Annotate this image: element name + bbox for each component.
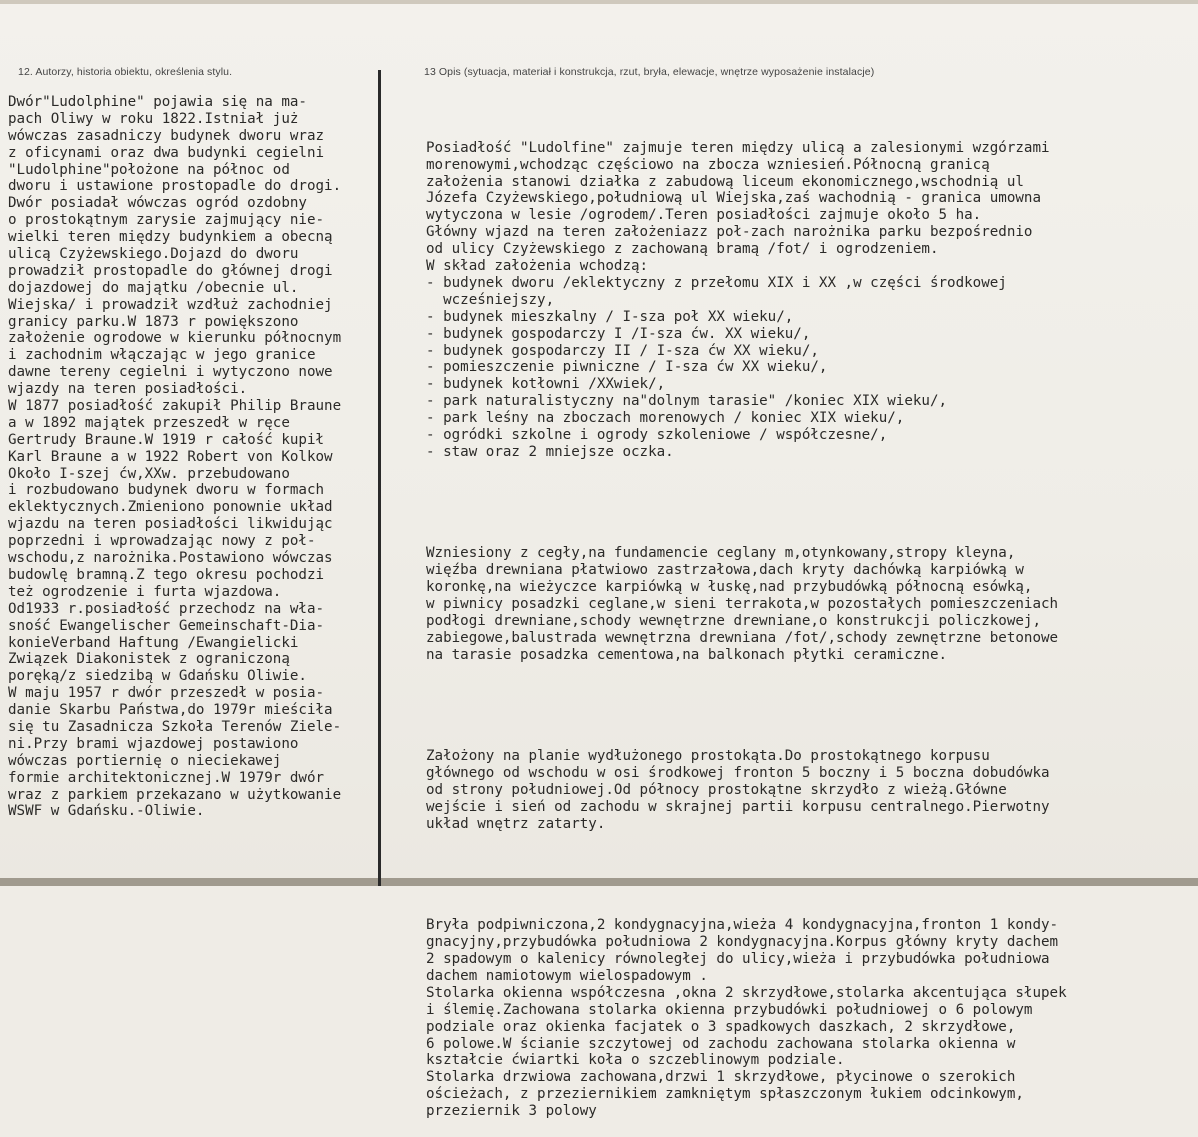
history-text-line: danie Skarbu Państwa,do 1979r mieściła: [8, 702, 333, 719]
description-text-line: 2 spadowym o kalenicy równoległej do ulicy,wieża i przybudówka południowa: [426, 951, 1050, 968]
history-text-line: prowadził prostopadle do głównej drogi: [8, 262, 333, 279]
history-text-line: wschodu,z narożnika.Postawiono wówczas: [8, 550, 333, 567]
materials-paragraph: [426, 545, 1186, 663]
description-text-line: w piwnicy posadzki ceglane,w sieni terrakota,w pozostałych pomieszczeniach: [426, 596, 1059, 613]
description-text-line: zabiegowe,balustrada wewnętrzna drewniana /fot/,schody zewnętrzne betonowe: [426, 629, 1059, 646]
history-text-line: się tu Zasadnicza Szkoła Terenów Ziele-: [8, 718, 342, 735]
description-text-line: na tarasie posadzka cementowa,na balkonach płytki ceramiczne.: [426, 646, 948, 663]
history-text-line: Od1933 r.posiadłość przechodz na wła-: [8, 600, 325, 617]
description-text-line: podłogi drewniane,schody wewnętrzne drewniane,o konstrukcji policzkowej,: [426, 612, 1041, 629]
history-text-line: wraz z parkiem przekazano w użytkowanie: [8, 786, 342, 803]
history-text-line: "Ludolphine"położone na północ od: [8, 161, 290, 178]
history-text-line: o prostokątnym zarysie zajmujący nie-: [8, 212, 325, 229]
history-text-column: [8, 94, 394, 820]
description-text-line: od ulicy Czyżewskiego z zachowaną bramą /fot/ i ogrodzeniem.: [426, 241, 939, 258]
description-text-line: koronkę,na wieżyczce karpiówką w łuskę,nad przybudówką północną esówką,: [426, 579, 1033, 596]
description-text-line: Główny wjazd na teren założeniazz poł-zach narożnika parku bezpośrednio: [426, 224, 1033, 241]
description-text-line: ościeżach, z przeziernikiem zamkniętym spłaszczonym łukiem odcinkowym,: [426, 1086, 1024, 1103]
section-12-header: 12. Autorzy, historia obiektu, określenia stylu.: [18, 66, 233, 78]
section-13-header: 13 Opis (sytuacja, materiał i konstrukcja, rzut, bryła, elewacje, wnętrze wyposażenie instalacje): [424, 66, 875, 78]
history-text-line: Gertrudy Braune.W 1919 r całość kupił: [8, 431, 325, 448]
history-text-line: wjazdu na teren posiadłości likwidując: [8, 516, 333, 533]
history-text-line: konieVerband Haftung /Ewangielicki: [8, 634, 299, 651]
description-text-line: - budynek dworu /eklektyczny z przełomu XIX i XX ,w części środkowej: [426, 274, 1007, 291]
history-text-line: granicy parku.W 1873 r powiększono: [8, 313, 299, 330]
history-text-line: ni.Przy brami wjazdowej postawiono: [8, 735, 299, 752]
history-text-line: założenie ogrodowe w kierunku północnym: [8, 330, 342, 347]
description-text-line: 6 polowe.W ścianie szczytowej od zachodu zachowana stolarka okienna w: [426, 1035, 1016, 1052]
history-text-line: Wiejska/ i prowadził wzdłuż zachodniej: [8, 296, 333, 313]
history-text-line: Dwór"Ludolphine" pojawia się na ma-: [8, 94, 307, 110]
description-text-line: wytyczona w lesie /ogrodem/.Teren posiadłości zajmuje około 5 ha.: [426, 207, 982, 224]
history-text-line: eklektycznych.Zmieniono ponownie układ: [8, 499, 333, 516]
top-page-edge: [0, 0, 1198, 4]
description-text-column: [426, 106, 1186, 1120]
history-text-line: dawne tereny cegielni i wytyczono nowe: [8, 364, 333, 381]
history-text-line: dworu i ustawione prostopadle do drogi.: [8, 178, 342, 195]
description-text-line: wcześniejszy,: [426, 291, 555, 308]
description-text-line: - park leśny na zboczach morenowych / koniec XIX wieku/,: [426, 410, 905, 427]
history-text-line: W maju 1957 r dwór przeszedł w posia-: [8, 685, 325, 702]
description-text-line: - budynek gospodarczy I /I-sza ćw. XX wieku/,: [426, 325, 811, 342]
history-text-line: wjazdy na teren posiadłości.: [8, 381, 248, 398]
description-text-line: - ogródki szkolne i ogrody szkoleniowe / współczesne/,: [426, 426, 888, 443]
history-text-line: poprzedni i wprowadzając nowy z poł-: [8, 533, 316, 550]
history-text-line: a w 1892 majątek przeszedł w ręce: [8, 414, 290, 431]
description-text-line: Posiadłość "Ludolfine" zajmuje teren między ulicą a zalesionymi wzgórzami: [426, 139, 1050, 156]
description-text-line: dachem namiotowym wielospadowym .: [426, 967, 708, 984]
history-text-line: wówczas zasadniczy budynek dworu wraz: [8, 127, 325, 144]
description-text-line: Stolarka drzwiowa zachowana,drzwi 1 skrzydłowe, płycinowe o szerokich: [426, 1069, 1016, 1086]
description-text-line: gnacyjny,przybudówka południowa 2 kondygnacyjna.Korpus główny kryty dachem: [426, 934, 1059, 951]
description-text-line: Bryła podpiwniczona,2 kondygnacyjna,wieża 4 kondygnacyjna,fronton 1 kondy-: [426, 917, 1059, 934]
description-text-line: Józefa Czyżewskiego,południową ul Wiejska,zaś wachodnią - granica umowna: [426, 190, 1041, 207]
description-text-line: głównego od wschodu w osi środkowej fronton 5 boczny i 5 boczna dobudówka: [426, 765, 1050, 782]
history-text-line: poręką/z siedzibą w Gdańsku Oliwie.: [8, 668, 307, 685]
history-text-line: WSWF w Gdańsku.-Oliwie.: [8, 803, 205, 820]
description-text-line: - budynek kotłowni /XXwiek/,: [426, 376, 666, 393]
description-text-line: - pomieszczenie piwniczne / I-sza ćw XX wieku/,: [426, 359, 828, 376]
description-text-line: - budynek gospodarczy II / I-sza ćw XX wieku/,: [426, 342, 819, 359]
description-text-line: założenia stanowi działka z zabudową liceum ekonomicznego,wschodnią ul: [426, 173, 1024, 190]
history-text-line: i rozbudowano budynek dworu w formach: [8, 482, 325, 499]
description-text-line: kształcie ćwiartki koła o szczeblinowym podziale.: [426, 1052, 845, 1069]
history-text-line: Karl Braune a w 1922 Robert von Kolkow: [8, 448, 333, 465]
history-text-line: formie architektonicznej.W 1979r dwór: [8, 769, 325, 786]
description-text-line: Wzniesiony z cegły,na fundamencie ceglany m,otynkowany,stropy kleyna,: [426, 545, 1016, 562]
description-text-line: od strony południowej.Od północy prostokątne skrzydło z wieżą.Główne: [426, 782, 1007, 798]
history-text-line: budowlę bramną.Z tego okresu pochodzi: [8, 566, 325, 583]
history-text-line: ulicą Czyżewskiego.Dojazd do dworu: [8, 246, 299, 263]
description-text-line: W skład założenia wchodzą:: [426, 258, 649, 275]
description-text-line: - budynek mieszkalny / I-sza poł XX wieku/,: [426, 308, 794, 325]
description-text-line: wejście i sień od zachodu w skrajnej partii korpusu centralnego.Pierwotny: [426, 798, 1050, 815]
history-text-line: pach Oliwy w roku 1822.Istniał już: [8, 110, 299, 127]
history-text-line: sność Ewangelischer Gemeinschaft-Dia-: [8, 617, 325, 634]
plan-paragraph: [426, 748, 1186, 832]
history-text-line: wielki teren między budynkiem a obecną: [8, 229, 333, 246]
history-text-line: i zachodnim włączając w jego granice: [8, 347, 316, 364]
history-text-line: Około I-szej ćw,XXw. przebudowano: [8, 465, 290, 482]
history-text-line: wówczas portiernię o nieciekawej: [8, 752, 282, 769]
form-paragraph: [426, 917, 1186, 1120]
description-text-line: układ wnętrz zatarty.: [426, 815, 606, 832]
history-text-line: z oficynami oraz dwa budynki cegielni: [8, 144, 325, 161]
description-text-line: morenowymi,wchodząc częściowo na zbocza wzniesień.Północną granicą: [426, 156, 990, 173]
description-text-line: Stolarka okienna współczesna ,okna 2 skrzydłowe,stolarka akcentująca słupek: [426, 984, 1067, 1001]
history-text-line: Dwór posiadał wówczas ogród ozdobny: [8, 195, 307, 212]
description-text-line: przeziernik 3 polowy: [426, 1103, 597, 1120]
history-text-line: dojazdowej do majątku /obecnie ul.: [8, 279, 299, 296]
history-text-line: też ogrodzenie i furta wjazdowa.: [8, 583, 282, 600]
history-text-line: Związek Diakonistek z ograniczoną: [8, 651, 290, 668]
description-text-line: więźba drewniana płatwiowo zastrzałowa,dach kryty dachówką karpiówką w: [426, 562, 1024, 579]
history-text-line: W 1877 posiadłość zakupił Philip Braune: [8, 398, 342, 415]
description-text-line: podziale oraz okienka facjatek o 3 spadkowych daszkach, 2 skrzydłowe,: [426, 1018, 1016, 1035]
description-text-line: i ślemię.Zachowana stolarka okienna przybudówki południowej o 6 polowym: [426, 1001, 1033, 1018]
description-text-line: - park naturalistyczny na"dolnym tarasie" /koniec XIX wieku/,: [426, 393, 948, 410]
situation-paragraph: [426, 140, 1186, 461]
description-text-line: Założony na planie wydłużonego prostokąta.Do prostokątnego korpusu: [426, 748, 990, 765]
description-text-line: - staw oraz 2 mniejsze oczka.: [426, 443, 674, 460]
